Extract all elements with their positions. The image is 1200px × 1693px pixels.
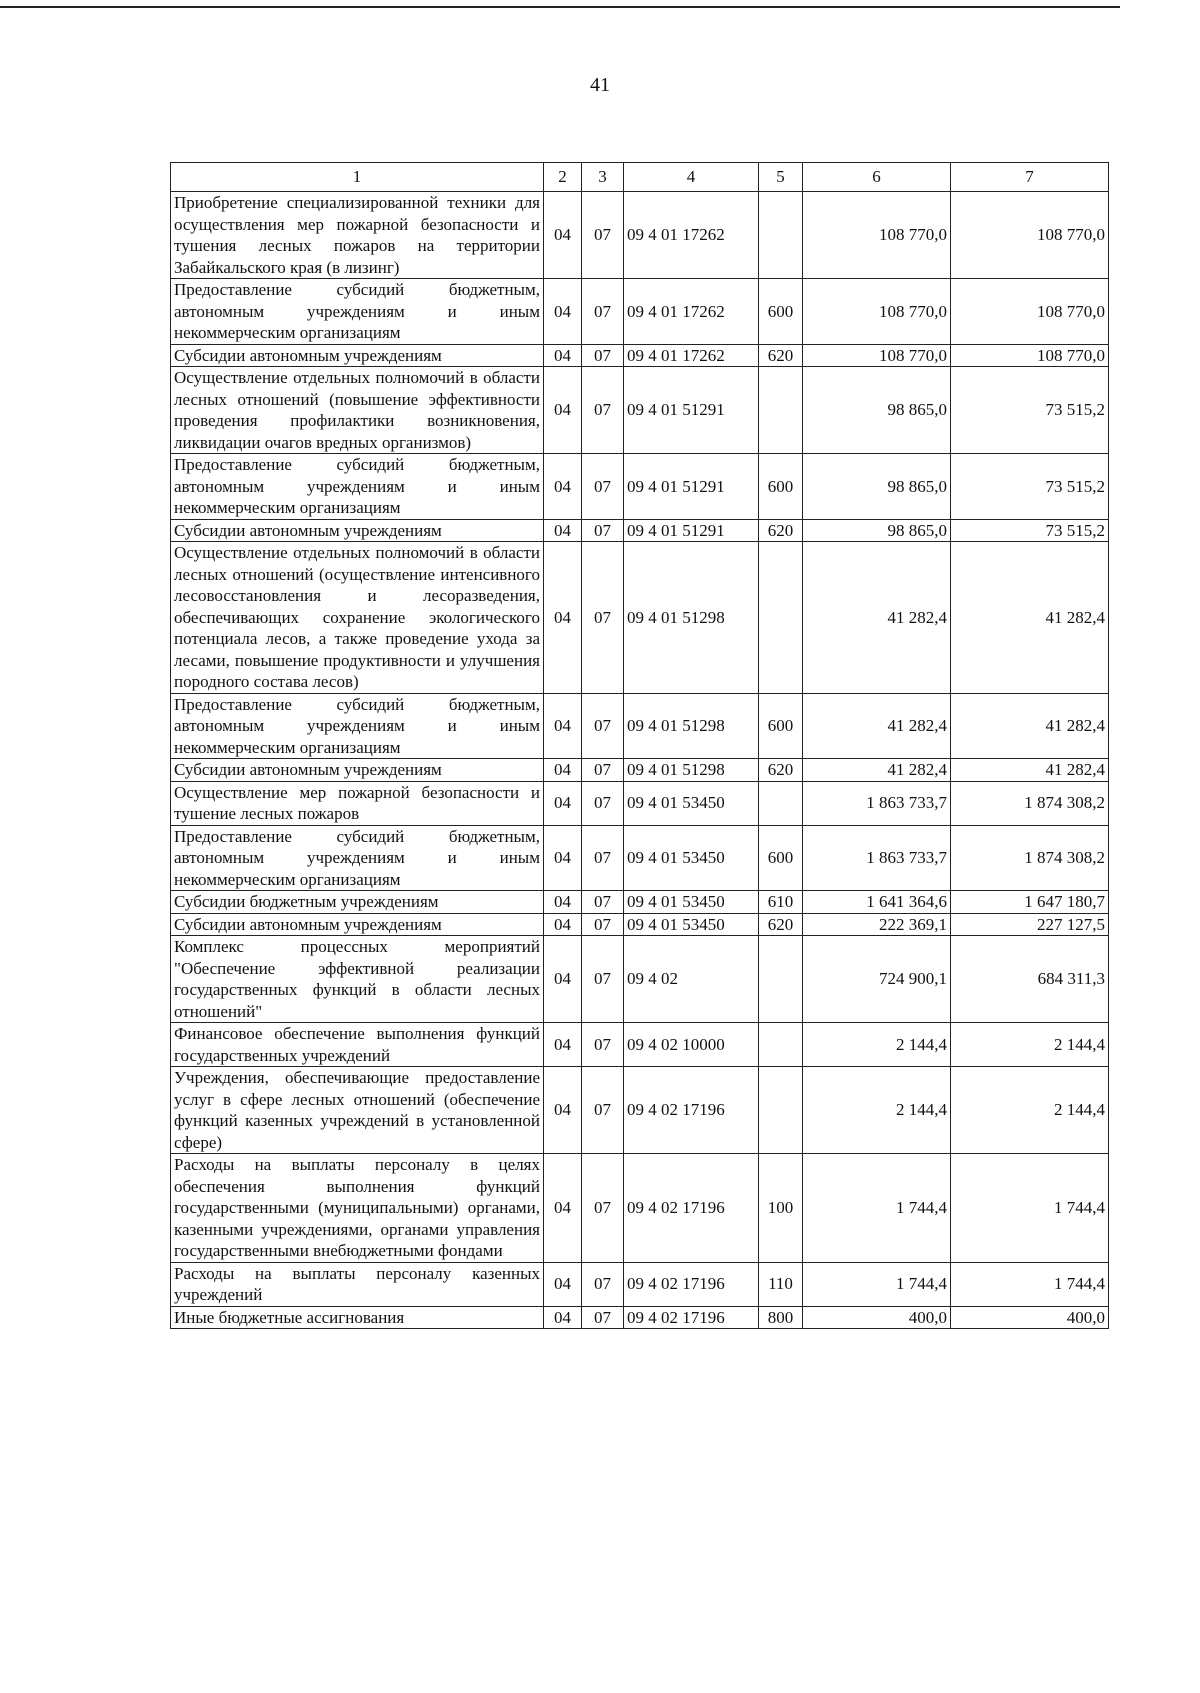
table-row	[171, 1262, 1109, 1306]
row-subsection-cell: 07	[582, 1023, 624, 1067]
row-amount-year1-cell: 1 863 733,7	[803, 825, 951, 891]
row-expense-type-cell	[759, 367, 803, 454]
row-name-cell: Предоставление субсидий бюджетным, автономным учреждениям и иным некоммерческим организациям	[171, 454, 544, 520]
row-amount-year2-cell: 2 144,4	[951, 1023, 1109, 1067]
row-amount-year2-cell: 41 282,4	[951, 542, 1109, 694]
row-subsection-cell: 07	[582, 913, 624, 936]
row-expense-type-cell	[759, 192, 803, 279]
row-target-code-cell: 09 4 01 53450	[624, 913, 759, 936]
row-subsection-cell: 07	[582, 542, 624, 694]
row-expense-type-cell: 800	[759, 1306, 803, 1329]
row-name-cell: Субсидии бюджетным учреждениям	[171, 891, 544, 914]
row-name-cell: Субсидии автономным учреждениям	[171, 759, 544, 782]
row-expense-type-cell: 100	[759, 1154, 803, 1263]
row-subsection-cell: 07	[582, 693, 624, 759]
row-name-cell: Субсидии автономным учреждениям	[171, 913, 544, 936]
row-section-cell: 04	[544, 913, 582, 936]
row-section-cell: 04	[544, 1023, 582, 1067]
table-row	[171, 367, 1109, 454]
table-row	[171, 344, 1109, 367]
row-section-cell: 04	[544, 891, 582, 914]
row-subsection-cell: 07	[582, 781, 624, 825]
row-amount-year1-cell: 724 900,1	[803, 936, 951, 1023]
row-section-cell: 04	[544, 454, 582, 520]
row-section-cell: 04	[544, 1067, 582, 1154]
table-row	[171, 891, 1109, 914]
row-amount-year1-cell: 98 865,0	[803, 367, 951, 454]
row-subsection-cell: 07	[582, 759, 624, 782]
row-amount-year1-cell: 2 144,4	[803, 1023, 951, 1067]
row-subsection-cell: 07	[582, 891, 624, 914]
row-expense-type-cell: 620	[759, 913, 803, 936]
row-section-cell: 04	[544, 936, 582, 1023]
row-expense-type-cell: 620	[759, 344, 803, 367]
row-target-code-cell: 09 4 01 51298	[624, 759, 759, 782]
row-section-cell: 04	[544, 344, 582, 367]
row-target-code-cell: 09 4 02	[624, 936, 759, 1023]
row-amount-year1-cell: 41 282,4	[803, 693, 951, 759]
header-col-6: 6	[803, 163, 951, 192]
row-amount-year1-cell: 2 144,4	[803, 1067, 951, 1154]
header-col-7: 7	[951, 163, 1109, 192]
row-amount-year1-cell: 41 282,4	[803, 542, 951, 694]
budget-table	[170, 162, 1109, 1329]
table-row	[171, 192, 1109, 279]
row-target-code-cell: 09 4 01 51291	[624, 454, 759, 520]
row-section-cell: 04	[544, 192, 582, 279]
table-row	[171, 1306, 1109, 1329]
row-target-code-cell: 09 4 01 51291	[624, 367, 759, 454]
table-row	[171, 781, 1109, 825]
header-col-4: 4	[624, 163, 759, 192]
row-target-code-cell: 09 4 01 51298	[624, 693, 759, 759]
row-target-code-cell: 09 4 02 17196	[624, 1306, 759, 1329]
table-row	[171, 825, 1109, 891]
row-name-cell: Приобретение специализированной техники для осуществления мер пожарной безопасности и тушения лесных пожаров на территории Забайкальского края (в лизинг)	[171, 192, 544, 279]
row-target-code-cell: 09 4 01 51298	[624, 542, 759, 694]
row-amount-year1-cell: 222 369,1	[803, 913, 951, 936]
row-expense-type-cell: 620	[759, 519, 803, 542]
row-amount-year1-cell: 1 744,4	[803, 1154, 951, 1263]
row-amount-year1-cell: 98 865,0	[803, 454, 951, 520]
table-row	[171, 1067, 1109, 1154]
row-amount-year2-cell: 1 647 180,7	[951, 891, 1109, 914]
row-name-cell: Предоставление субсидий бюджетным, автономным учреждениям и иным некоммерческим организациям	[171, 279, 544, 345]
row-target-code-cell: 09 4 02 17196	[624, 1262, 759, 1306]
row-amount-year1-cell: 108 770,0	[803, 192, 951, 279]
table-body	[171, 192, 1109, 1329]
table-header	[171, 163, 1109, 192]
row-subsection-cell: 07	[582, 344, 624, 367]
row-expense-type-cell	[759, 1023, 803, 1067]
row-section-cell: 04	[544, 1262, 582, 1306]
row-subsection-cell: 07	[582, 825, 624, 891]
row-expense-type-cell: 600	[759, 279, 803, 345]
row-subsection-cell: 07	[582, 1306, 624, 1329]
row-amount-year2-cell: 684 311,3	[951, 936, 1109, 1023]
page-number: 41	[590, 74, 610, 96]
row-amount-year2-cell: 41 282,4	[951, 693, 1109, 759]
header-col-2: 2	[544, 163, 582, 192]
row-amount-year2-cell: 73 515,2	[951, 367, 1109, 454]
row-name-cell: Предоставление субсидий бюджетным, автономным учреждениям и иным некоммерческим организациям	[171, 825, 544, 891]
row-amount-year1-cell: 108 770,0	[803, 344, 951, 367]
header-col-1: 1	[171, 163, 544, 192]
row-subsection-cell: 07	[582, 192, 624, 279]
row-amount-year2-cell: 108 770,0	[951, 279, 1109, 345]
row-amount-year2-cell: 73 515,2	[951, 519, 1109, 542]
row-section-cell: 04	[544, 542, 582, 694]
row-target-code-cell: 09 4 01 53450	[624, 781, 759, 825]
row-amount-year1-cell: 108 770,0	[803, 279, 951, 345]
row-name-cell: Финансовое обеспечение выполнения функций государственных учреждений	[171, 1023, 544, 1067]
row-expense-type-cell: 620	[759, 759, 803, 782]
row-amount-year1-cell: 41 282,4	[803, 759, 951, 782]
row-section-cell: 04	[544, 1154, 582, 1263]
table-row	[171, 454, 1109, 520]
row-target-code-cell: 09 4 01 53450	[624, 891, 759, 914]
header-col-5: 5	[759, 163, 803, 192]
row-name-cell: Расходы на выплаты персоналу казенных учреждений	[171, 1262, 544, 1306]
table-row	[171, 693, 1109, 759]
row-amount-year2-cell: 73 515,2	[951, 454, 1109, 520]
row-section-cell: 04	[544, 1306, 582, 1329]
row-target-code-cell: 09 4 01 51291	[624, 519, 759, 542]
row-section-cell: 04	[544, 759, 582, 782]
budget-table-container	[170, 162, 1108, 1329]
row-section-cell: 04	[544, 519, 582, 542]
row-target-code-cell: 09 4 01 53450	[624, 825, 759, 891]
row-expense-type-cell	[759, 781, 803, 825]
row-expense-type-cell: 600	[759, 825, 803, 891]
table-row	[171, 1154, 1109, 1263]
row-amount-year2-cell: 227 127,5	[951, 913, 1109, 936]
row-target-code-cell: 09 4 02 17196	[624, 1154, 759, 1263]
row-amount-year2-cell: 1 744,4	[951, 1154, 1109, 1263]
row-subsection-cell: 07	[582, 936, 624, 1023]
row-target-code-cell: 09 4 02 10000	[624, 1023, 759, 1067]
row-amount-year2-cell: 108 770,0	[951, 192, 1109, 279]
table-row	[171, 279, 1109, 345]
row-name-cell: Субсидии автономным учреждениям	[171, 344, 544, 367]
row-name-cell: Иные бюджетные ассигнования	[171, 1306, 544, 1329]
row-expense-type-cell: 600	[759, 454, 803, 520]
row-section-cell: 04	[544, 279, 582, 345]
row-subsection-cell: 07	[582, 454, 624, 520]
row-expense-type-cell: 110	[759, 1262, 803, 1306]
header-col-3: 3	[582, 163, 624, 192]
row-name-cell: Расходы на выплаты персоналу в целях обеспечения выполнения функций государственными (муниципальными) органами, казенными учреждениями, органами управления государственными внебюджетными фондами	[171, 1154, 544, 1263]
row-amount-year2-cell: 2 144,4	[951, 1067, 1109, 1154]
row-amount-year2-cell: 108 770,0	[951, 344, 1109, 367]
row-target-code-cell: 09 4 02 17196	[624, 1067, 759, 1154]
row-name-cell: Предоставление субсидий бюджетным, автономным учреждениям и иным некоммерческим организациям	[171, 693, 544, 759]
row-subsection-cell: 07	[582, 367, 624, 454]
row-amount-year1-cell: 1 641 364,6	[803, 891, 951, 914]
header-row	[171, 163, 1109, 192]
table-row	[171, 913, 1109, 936]
row-amount-year1-cell: 98 865,0	[803, 519, 951, 542]
table-row	[171, 1023, 1109, 1067]
row-amount-year2-cell: 1 874 308,2	[951, 825, 1109, 891]
row-name-cell: Осуществление отдельных полномочий в области лесных отношений (повышение эффективности проведения профилактики возникновения, ликвидации очагов вредных организмов)	[171, 367, 544, 454]
top-rule	[0, 6, 1120, 8]
row-target-code-cell: 09 4 01 17262	[624, 344, 759, 367]
row-expense-type-cell	[759, 1067, 803, 1154]
row-subsection-cell: 07	[582, 1067, 624, 1154]
row-subsection-cell: 07	[582, 279, 624, 345]
row-target-code-cell: 09 4 01 17262	[624, 192, 759, 279]
row-amount-year2-cell: 1 744,4	[951, 1262, 1109, 1306]
row-name-cell: Учреждения, обеспечивающие предоставление услуг в сфере лесных отношений (обеспечение функций казенных учреждений в установленной сфере)	[171, 1067, 544, 1154]
row-amount-year2-cell: 400,0	[951, 1306, 1109, 1329]
table-row	[171, 542, 1109, 694]
row-target-code-cell: 09 4 01 17262	[624, 279, 759, 345]
row-amount-year2-cell: 1 874 308,2	[951, 781, 1109, 825]
row-expense-type-cell	[759, 542, 803, 694]
row-subsection-cell: 07	[582, 519, 624, 542]
row-name-cell: Осуществление мер пожарной безопасности и тушение лесных пожаров	[171, 781, 544, 825]
row-subsection-cell: 07	[582, 1154, 624, 1263]
row-name-cell: Комплекс процессных мероприятий "Обеспечение эффективной реализации государственных функций в области лесных отношений"	[171, 936, 544, 1023]
row-amount-year2-cell: 41 282,4	[951, 759, 1109, 782]
row-section-cell: 04	[544, 781, 582, 825]
row-subsection-cell: 07	[582, 1262, 624, 1306]
row-section-cell: 04	[544, 825, 582, 891]
table-row	[171, 519, 1109, 542]
row-amount-year1-cell: 1 744,4	[803, 1262, 951, 1306]
row-expense-type-cell: 610	[759, 891, 803, 914]
table-row	[171, 759, 1109, 782]
row-section-cell: 04	[544, 367, 582, 454]
row-section-cell: 04	[544, 693, 582, 759]
row-expense-type-cell	[759, 936, 803, 1023]
row-name-cell: Субсидии автономным учреждениям	[171, 519, 544, 542]
row-amount-year1-cell: 400,0	[803, 1306, 951, 1329]
table-row	[171, 936, 1109, 1023]
row-amount-year1-cell: 1 863 733,7	[803, 781, 951, 825]
row-expense-type-cell: 600	[759, 693, 803, 759]
row-name-cell: Осуществление отдельных полномочий в области лесных отношений (осуществление интенсивного лесовосстановления и лесоразведения, обеспечивающих сохранение экологического потенциала лесов, а также проведение ухода за лесами, повышение продуктивности и улучшения породного состава лесов)	[171, 542, 544, 694]
